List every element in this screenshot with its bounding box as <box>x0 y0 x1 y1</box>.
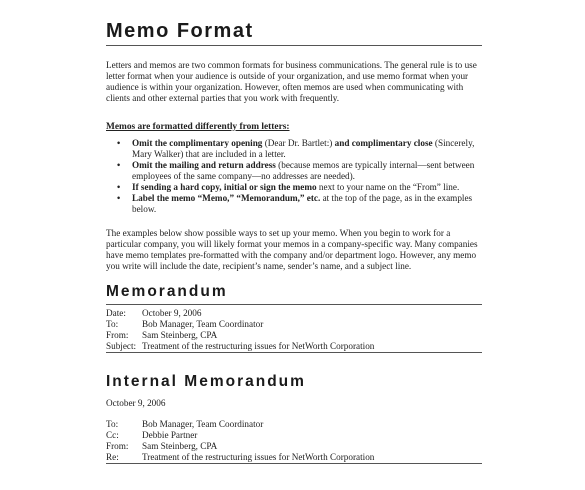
internal-from-value: Sam Steinberg, CPA <box>142 441 218 451</box>
internal-re-label: Re: <box>106 452 119 462</box>
internal-memo-date: October 9, 2006 <box>106 398 166 408</box>
memo-subject-rule <box>106 352 482 353</box>
memo-subject-label: Subject: <box>106 341 137 351</box>
memo-from-value: Sam Steinberg, CPA <box>142 330 218 340</box>
bullets-subheading: Memos are formatted differently from letters: <box>106 122 290 132</box>
internal-to-label: To: <box>106 419 119 429</box>
internal-to-value: Bob Manager, Team Coordinator <box>142 419 264 429</box>
memo-date-value: October 9, 2006 <box>142 308 202 318</box>
list-item: • Omit the mailing and return address (because memos are typically internal—sent between employees of the same company—no addresses are needed). <box>117 160 475 181</box>
memorandum-heading: Memorandum <box>106 283 228 300</box>
internal-memorandum-heading: Internal Memorandum <box>106 373 306 390</box>
bullet-icon: • <box>117 138 121 148</box>
page-title: Memo Format <box>106 20 254 42</box>
internal-cc-value: Debbie Partner <box>142 430 198 440</box>
title-rule <box>106 45 482 46</box>
intro-paragraph: Letters and memos are two common formats for business communications. The general rule is to use letter format when your audience is outside of your organization, and use memo format when your audience is within your organization. However, often memos are used when communicating with clients and other external parties that you work with frequently. <box>106 60 477 103</box>
list-item: • Omit the complimentary opening (Dear Dr. Bartlet:) and complimentary close (Sincerely, Mary Walker) that are included in a letter. <box>117 138 475 159</box>
internal-cc-label: Cc: <box>106 430 119 440</box>
list-item: • If sending a hard copy, initial or sign the memo next to your name on the “From” line. <box>117 182 460 193</box>
internal-from-label: From: <box>106 441 129 451</box>
memo-subject-value: Treatment of the restructuring issues for NetWorth Corporation <box>142 341 375 351</box>
bullet-icon: • <box>117 160 121 171</box>
memorandum-rule <box>106 304 482 305</box>
list-item: • Label the memo “Memo,” “Memorandum,” etc. at the top of the page, as in the examples below. <box>117 193 473 215</box>
memo-to-label: To: <box>106 319 119 329</box>
memo-to-value: Bob Manager, Team Coordinator <box>142 319 264 329</box>
memo-date-label: Date: <box>106 308 126 318</box>
format-bullet-list <box>106 138 482 216</box>
internal-re-rule <box>106 463 482 464</box>
internal-re-value: Treatment of the restructuring issues for NetWorth Corporation <box>142 452 375 462</box>
bullet-icon: • <box>117 193 121 204</box>
memo-from-label: From: <box>106 330 129 340</box>
bullet-icon: • <box>117 182 121 193</box>
examples-paragraph: The examples below show possible ways to set up your memo. When you begin to work for a particular company, you will likely format your memos in a company-specific way. Many companies have memo templates pre-formatted with the company and/or department logo. However, any memo you write will include the date, recipient’s name, sender’s name, and a subject line. <box>106 228 478 271</box>
